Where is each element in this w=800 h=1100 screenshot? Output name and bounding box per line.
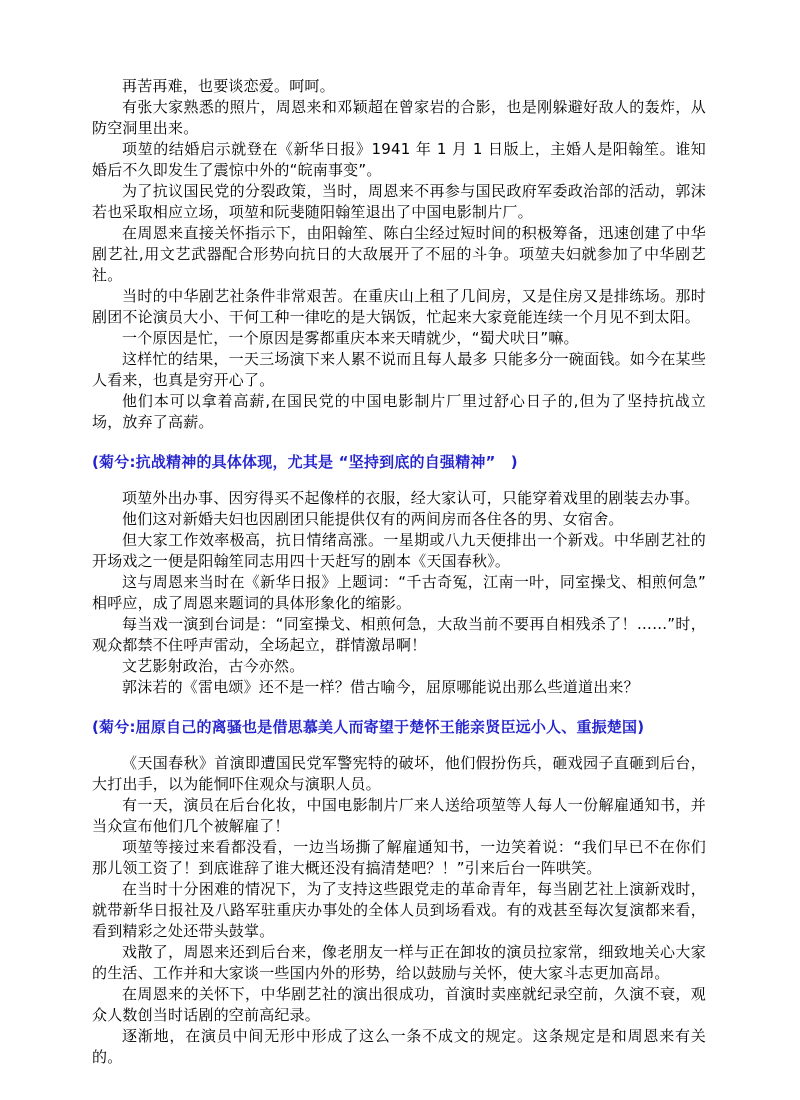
body-paragraph: 逐渐地，在演员中间无形中形成了这么一条不成文的规定。这条规定是和周恩来有关的。 [92,1027,706,1066]
body-paragraph: 在周恩来直接关怀指示下，由阳翰笙、陈白尘经过短时间的积极筹备，迅速创建了中华剧艺社,用文艺武器配合形势向抗日的大敌展开了不屈的斗争。项堃夫妇就参加了中华剧艺社。 [92,224,706,284]
body-paragraph: 在周恩来的关怀下，中华剧艺社的演出很成功，首演时卖座就纪录空前，久演不衰，观众人数创当时话剧的空前高纪录。 [92,985,706,1024]
body-paragraph: 《天国春秋》首演即遭国民党军警宪特的破坏，他们假扮伤兵，砸戏园子直砸到后台，大打出手，以为能恫吓住观众与演职人员。 [92,754,706,793]
body-paragraph: 当时的中华剧艺社条件非常艰苦。在重庆山上租了几间房，又是住房又是排练场。那时剧团不论演员大小、干何工种一律吃的是大锅饭，忙起来大家竟能连续一个月见不到太阳。 [92,287,706,326]
annotation-note: (菊兮:抗战精神的具体体现，尤其是 “坚持到底的自强精神” ) [92,453,518,471]
document-body [92,76,706,1068]
body-paragraph: 戏散了，周恩来还到后台来，像老朋友一样与正在卸妆的演员拉家常，细致地关心大家的生活、工作并和大家谈一些国内外的形势，给以鼓励与关怀，使大家斗志更加高昂。 [92,943,706,982]
body-paragraph: 有张大家熟悉的照片，周恩来和邓颖超在曾家岩的合影，也是刚躲避好敌人的轰炸，从防空洞里出来。 [92,98,706,137]
body-paragraph: 他们这对新婚夫妇也因剧团只能提供仅有的两间房而各住各的男、女宿舍。 [122,510,624,528]
body-paragraph: 但大家工作效率极高，抗日情绪高涨。一星期或八九天便排出一个新戏。中华剧艺社的开场戏之一便是阳翰笙同志用四十天赶写的剧本《天国春秋》。 [92,531,706,570]
body-paragraph: 每当戏一演到台词是：“同室操戈、相煎何急，大敌当前不要再自相残杀了！……”时，观众都禁不住呼声雷动，全场起立，群情激昂啊！ [92,615,706,654]
body-paragraph: 在当时十分困难的情况下，为了支持这些跟党走的革命青年，每当剧艺社上演新戏时，就带新华日报社及八路军驻重庆办事处的全体人员到场看戏。有的戏甚至每次复演都来看，看到精彩之处还带头鼓掌。 [92,880,706,940]
body-paragraph: 项堃等接过来看都没看，一边当场撕了解雇通知书，一边笑着说：“我们早已不在你们那儿领工资了！到底谁辞了谁大概还没有搞清楚吧？！”引来后台一阵哄笑。 [92,838,706,877]
body-paragraph: 这样忙的结果，一天三场演下来人累不说而且每人最多 只能多分一碗面钱。如今在某些人看来，也真是穷开心了。 [92,350,706,389]
body-paragraph: 这与周恩来当时在《新华日报》上题词：“千古奇冤，江南一叶，同室操戈、相煎何急”相呼应，成了周恩来题词的具体形象化的缩影。 [92,573,706,612]
body-paragraph: 文艺影射政治，古今亦然。 [122,657,305,675]
body-paragraph: 郭沫若的《雷电颂》还不是一样？借古喻今，屈原哪能说出那么些道道出来？ [122,678,639,696]
body-paragraph: 有一天，演员在后台化妆，中国电影制片厂来人送给项堃等人每人一份解雇通知书，并当众宣布他们几个被解雇了！ [92,796,706,835]
body-paragraph: 一个原因是忙，一个原因是雾都重庆本来天晴就少，“蜀犬吠日”嘛。 [122,329,579,347]
body-paragraph: 他们本可以拿着高薪,在国民党的中国电影制片厂里过舒心日子的,但为了坚持抗战立场，放弃了高薪。 [92,392,706,431]
body-paragraph: 再苦再难，也要谈恋爱。呵呵。 [122,77,335,95]
body-paragraph: 项堃的结婚启示就登在《新华日报》1941 年 1 月 1 日版上，主婚人是阳翰笙。谁知婚后不久即发生了震惊中外的“皖南事变”。 [92,140,706,179]
annotation-note: (菊兮:屈原自己的离骚也是借思慕美人而寄望于楚怀王能亲贤臣远小人、重振楚国) [92,718,645,736]
body-paragraph: 为了抗议国民党的分裂政策，当时，周恩来不再参与国民政府军委政治部的活动，郭沫若也采取相应立场，项堃和阮斐随阳翰笙退出了中国电影制片厂。 [92,182,706,221]
body-paragraph: 项堃外出办事、因穷得买不起像样的衣服，经大家认可，只能穿着戏里的剧装去办事。 [122,489,700,507]
